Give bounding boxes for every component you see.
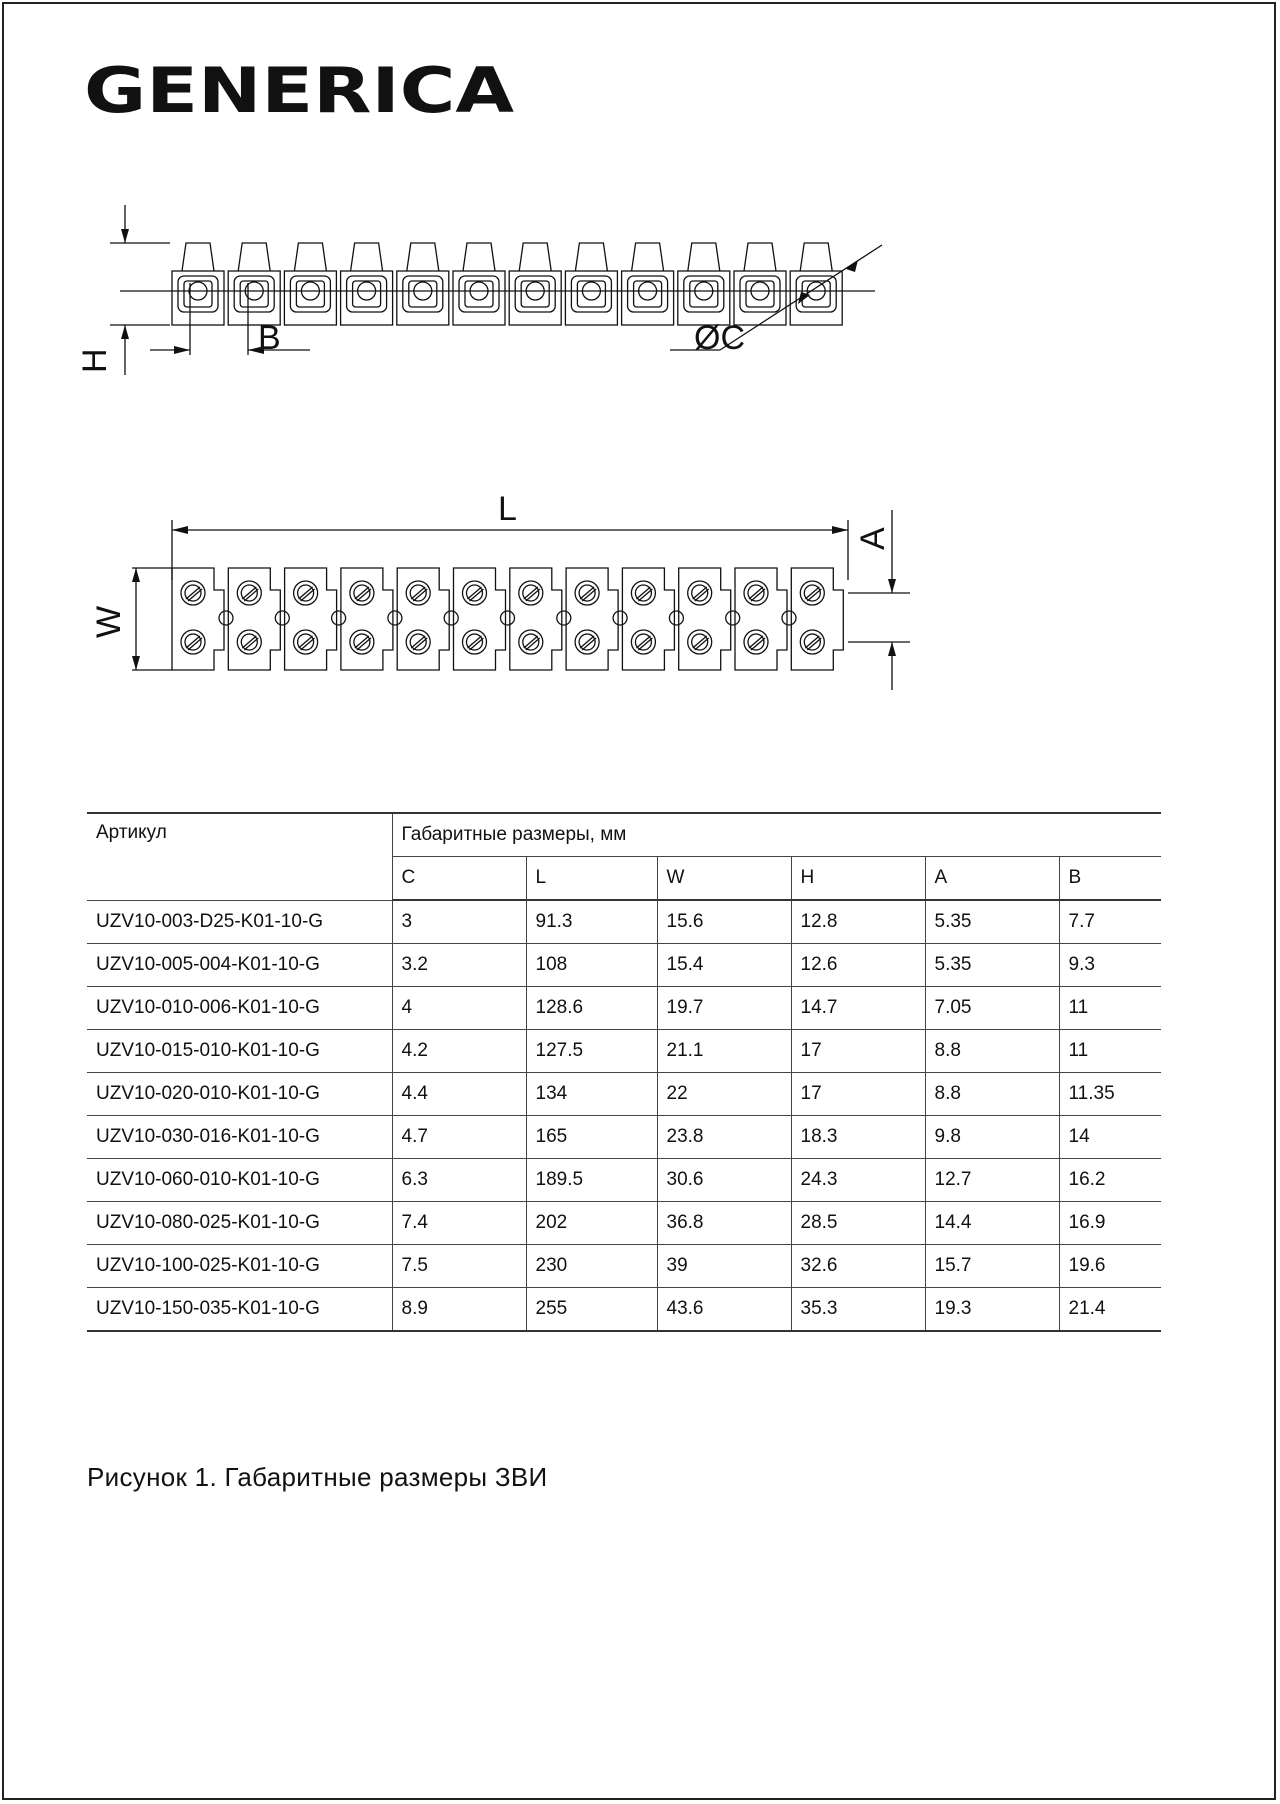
cell-value: 14 bbox=[1059, 1116, 1161, 1159]
cell-value: 202 bbox=[526, 1202, 657, 1245]
cell-value: 12.6 bbox=[791, 944, 925, 987]
side-terminal bbox=[790, 243, 842, 325]
cell-value: 5.35 bbox=[925, 900, 1059, 944]
cell-value: 7.05 bbox=[925, 987, 1059, 1030]
cell-value: 14.4 bbox=[925, 1202, 1059, 1245]
column-header: C bbox=[392, 857, 526, 901]
cell-value: 4.2 bbox=[392, 1030, 526, 1073]
cell-value: 5.35 bbox=[925, 944, 1059, 987]
cell-value: 165 bbox=[526, 1116, 657, 1159]
figure-caption: Рисунок 1. Габаритные размеры ЗВИ bbox=[87, 1462, 548, 1492]
cell-value: 128.6 bbox=[526, 987, 657, 1030]
table-row bbox=[87, 1073, 1161, 1116]
table-row bbox=[87, 1159, 1161, 1202]
table-row bbox=[87, 1116, 1161, 1159]
cell-value: 6.3 bbox=[392, 1159, 526, 1202]
top-view-drawing bbox=[70, 490, 910, 710]
dim-label-w: W bbox=[90, 605, 128, 638]
cell-value: 12.8 bbox=[791, 900, 925, 944]
side-terminal bbox=[565, 243, 617, 325]
side-terminal bbox=[453, 243, 505, 325]
column-header: A bbox=[925, 857, 1059, 901]
top-terminal bbox=[622, 568, 683, 670]
cell-article: UZV10-150-035-K01-10-G bbox=[87, 1288, 392, 1332]
side-terminal bbox=[397, 243, 449, 325]
cell-value: 134 bbox=[526, 1073, 657, 1116]
top-terminal bbox=[285, 568, 346, 670]
cell-value: 230 bbox=[526, 1245, 657, 1288]
top-terminal bbox=[228, 568, 289, 670]
cell-value: 21.4 bbox=[1059, 1288, 1161, 1332]
side-terminal-group bbox=[172, 243, 842, 325]
top-terminal bbox=[679, 568, 740, 670]
cell-value: 108 bbox=[526, 944, 657, 987]
top-terminal bbox=[735, 568, 796, 670]
column-header: B bbox=[1059, 857, 1161, 901]
brand-name: GENERICA bbox=[84, 54, 515, 122]
cell-value: 8.9 bbox=[392, 1288, 526, 1332]
cell-value: 189.5 bbox=[526, 1159, 657, 1202]
cell-value: 18.3 bbox=[791, 1116, 925, 1159]
cell-value: 14.7 bbox=[791, 987, 925, 1030]
table-row bbox=[87, 900, 1161, 944]
cell-value: 17 bbox=[791, 1073, 925, 1116]
cell-value: 24.3 bbox=[791, 1159, 925, 1202]
brand-logo bbox=[84, 52, 524, 122]
cell-article: UZV10-020-010-K01-10-G bbox=[87, 1073, 392, 1116]
top-terminal bbox=[566, 568, 627, 670]
cell-value: 43.6 bbox=[657, 1288, 791, 1332]
cell-value: 15.6 bbox=[657, 900, 791, 944]
cell-value: 255 bbox=[526, 1288, 657, 1332]
cell-value: 4 bbox=[392, 987, 526, 1030]
table-row bbox=[87, 1202, 1161, 1245]
cell-value: 19.6 bbox=[1059, 1245, 1161, 1288]
cell-value: 22 bbox=[657, 1073, 791, 1116]
cell-value: 17 bbox=[791, 1030, 925, 1073]
table-row bbox=[87, 1288, 1161, 1332]
top-terminal bbox=[397, 568, 458, 670]
cell-article: UZV10-060-010-K01-10-G bbox=[87, 1159, 392, 1202]
top-terminal bbox=[172, 568, 233, 670]
top-terminal bbox=[510, 568, 571, 670]
dim-label-a: A bbox=[854, 527, 892, 550]
cell-article: UZV10-003-D25-K01-10-G bbox=[87, 900, 392, 944]
cell-value: 3.2 bbox=[392, 944, 526, 987]
column-header: L bbox=[526, 857, 657, 901]
cell-value: 91.3 bbox=[526, 900, 657, 944]
cell-value: 11 bbox=[1059, 987, 1161, 1030]
side-terminal bbox=[228, 243, 280, 325]
side-view-drawing bbox=[70, 205, 910, 455]
top-terminal-group bbox=[172, 568, 843, 670]
cell-value: 11 bbox=[1059, 1030, 1161, 1073]
header-dimensions-group: Габаритные размеры, мм bbox=[392, 813, 1161, 857]
cell-value: 30.6 bbox=[657, 1159, 791, 1202]
cell-value: 36.8 bbox=[657, 1202, 791, 1245]
top-terminal bbox=[791, 568, 843, 670]
top-terminal bbox=[454, 568, 515, 670]
cell-value: 23.8 bbox=[657, 1116, 791, 1159]
side-terminal bbox=[678, 243, 730, 325]
cell-value: 9.8 bbox=[925, 1116, 1059, 1159]
cell-value: 4.4 bbox=[392, 1073, 526, 1116]
cell-article: UZV10-010-006-K01-10-G bbox=[87, 987, 392, 1030]
cell-value: 32.6 bbox=[791, 1245, 925, 1288]
table-row bbox=[87, 987, 1161, 1030]
dim-label-c: ØC bbox=[694, 319, 745, 357]
cell-article: UZV10-015-010-K01-10-G bbox=[87, 1030, 392, 1073]
header-article: Артикул bbox=[87, 813, 392, 900]
dimensions-table bbox=[87, 812, 1161, 1332]
cell-value: 7.4 bbox=[392, 1202, 526, 1245]
cell-value: 39 bbox=[657, 1245, 791, 1288]
dim-label-h: H bbox=[76, 348, 114, 373]
dim-label-b: B bbox=[258, 319, 281, 357]
table-body bbox=[87, 900, 1161, 1331]
cell-article: UZV10-030-016-K01-10-G bbox=[87, 1116, 392, 1159]
cell-article: UZV10-100-025-K01-10-G bbox=[87, 1245, 392, 1288]
table-row bbox=[87, 1030, 1161, 1073]
top-terminal bbox=[341, 568, 402, 670]
cell-value: 11.35 bbox=[1059, 1073, 1161, 1116]
cell-article: UZV10-080-025-K01-10-G bbox=[87, 1202, 392, 1245]
cell-value: 7.7 bbox=[1059, 900, 1161, 944]
table-header-row bbox=[87, 813, 1161, 857]
cell-value: 19.3 bbox=[925, 1288, 1059, 1332]
cell-article: UZV10-005-004-K01-10-G bbox=[87, 944, 392, 987]
cell-value: 127.5 bbox=[526, 1030, 657, 1073]
cell-value: 8.8 bbox=[925, 1073, 1059, 1116]
cell-value: 15.4 bbox=[657, 944, 791, 987]
side-terminal bbox=[622, 243, 674, 325]
side-terminal bbox=[284, 243, 336, 325]
cell-value: 4.7 bbox=[392, 1116, 526, 1159]
cell-value: 7.5 bbox=[392, 1245, 526, 1288]
side-terminal bbox=[341, 243, 393, 325]
side-terminal bbox=[172, 243, 224, 325]
cell-value: 16.2 bbox=[1059, 1159, 1161, 1202]
cell-value: 12.7 bbox=[925, 1159, 1059, 1202]
cell-value: 8.8 bbox=[925, 1030, 1059, 1073]
column-header: W bbox=[657, 857, 791, 901]
cell-value: 3 bbox=[392, 900, 526, 944]
cell-value: 19.7 bbox=[657, 987, 791, 1030]
cell-value: 15.7 bbox=[925, 1245, 1059, 1288]
cell-value: 9.3 bbox=[1059, 944, 1161, 987]
cell-value: 28.5 bbox=[791, 1202, 925, 1245]
table-row bbox=[87, 944, 1161, 987]
cell-value: 35.3 bbox=[791, 1288, 925, 1332]
side-terminal bbox=[509, 243, 561, 325]
cell-value: 21.1 bbox=[657, 1030, 791, 1073]
column-header: H bbox=[791, 857, 925, 901]
cell-value: 16.9 bbox=[1059, 1202, 1161, 1245]
dim-label-l: L bbox=[498, 490, 517, 528]
table-row bbox=[87, 1245, 1161, 1288]
